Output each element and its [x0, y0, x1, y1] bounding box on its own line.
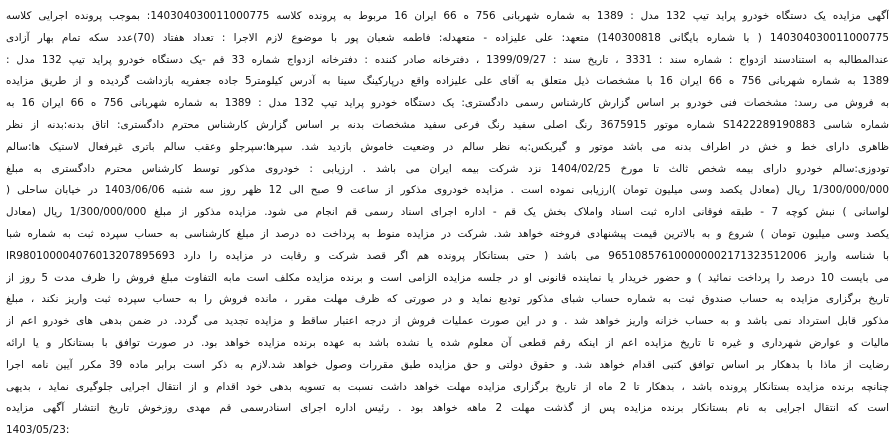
- notice-line-14: تاریخ برگزاری مزایده به حساب صندوق ثبت به شماره حساب شبای مذکور تودیع نماید و در صورتی که ظرف مهلت مقرر ، مانده فروش را به حساب سپرده ثبت واریز نکند ، مبلغ: [6, 293, 889, 306]
- notice-publish-date: 1403/05/23:: [6, 424, 70, 437]
- notice-line-12: IR980100004076013207895693 با شناسه واریز 965108576100000002171323512006 می باشد ( حتی بستانکار پرونده هم اگر قصد شرکت و رقابت در مزایده را دارد: [6, 249, 889, 262]
- notice-line-13: می بایست 10 درصد را پرداخت نمائید ) و حضور خریدار یا نماینده قانونی او در جلسه مزایده الزامی است و برنده مزایده مکلف است مابه التفاوت مبلغ فروش را ظرف مدت 5 روز از: [6, 271, 889, 284]
- notice-line-17: رضایت از ماذا با بدهکار بر اساس توافق کتبی اقدام خواهد شد. و حقوق دولتی و حق مزایده طبق مقررات وصول خواهد شد.لازم به ذکر است برابر ماده 39 مکرر آیین نامه اجرا: [6, 358, 889, 371]
- notice-line-15: مذکور قابل استرداد نمی باشد و به حساب خزانه واریز خواهد شد . و در این صورت عملیات فروش از درجه اعتبار ساقط و مزایده تجدید می گردد. در ضمن بدهی های خودرو اعم از: [6, 315, 889, 328]
- notice-line-16: مالیات و عوارض شهرداری و غیره تا تاریخ مزایده اعم از اینکه رقم قطعی آن معلوم شده یا نشده باشد به عهده برنده مزایده خواهد بود. در صورت توافق با بستانکار و یا ارائه: [6, 336, 889, 349]
- notice-line-9: 1/300/000/000 ریال (معادل یکصد وسی میلیون تومان )ارزیابی نموده است . مزایده خودروی مذکور از ساعت 9 صبح الی 12 ظهر روز سه شنبه 1403/06/06 در خیابان ساحلی (: [6, 184, 889, 197]
- notice-line-19: است که انتقال اجرایی به نام بستانکار برنده مزایده پس از گذشت مهلت 2 ماهه خواهد بود . رئیس اداره اجرای اسنادرسمی قم مهدی روزخوش تاریخ انتشار آگهی مزایده: [6, 402, 889, 415]
- notice-line-7: ظاهری دارای خط و خش در اطراف بدنه می باشد موتور و گیربکس:به نظر سالم در وضعیت خاموش بازدید شد. سپرها:سپرجلو وعقب سالم باتری غیرفعال لاستیک ها:سالم: [6, 140, 889, 153]
- notice-line-8: تودوزی:سالم خودرو دارای بیمه شخص ثالث تا مورخ 1404/02/25 نزد شرکت بیمه ایران می باشد . ارزیابی : خودروی مذکور توسط کارشناس محترم دادگستری به مبلغ: [6, 162, 889, 175]
- notice-line-6: شماره شاسی S1422289190883 شماره موتور 3675915 رنگ اصلی سفید رنگ فرعی سفید مشخصات بدنه بر اساس گزارش کارشناس محترم دادگستری: اتاق بدنه:بدنه از نظر: [6, 118, 889, 131]
- notice-line-5: به فروش می رسد: مشخصات فنی خودرو بر اساس گزارش کارشناس رسمی دادگستری: یک دستگاه خودرو پراید تیپ 132 مدل : 1389 به شماره شهربانی 756 ه 66 ایران 16 به: [6, 97, 889, 110]
- notice-line-18: چنانچه برنده مزایده بستانکار پرونده باشد ، بدهکار تا 2 ماه از تاریخ برگزاری مزایده مهلت خواهد داشت نسبت به تسویه بدهی خود اقدام و از انتقال اجرایی جلوگیری نماید ، بدیهی: [6, 380, 889, 393]
- notice-line-2: 140304030011000775 ( با شماره بایگانی 140300818) متعهد: علی علیزاده - متعهدله: فاطمه شعبان پور با موضوع لازم الاجرا : تعداد هفتاد (70)عدد سکه تمام بهار آزادی: [6, 31, 889, 44]
- notice-line-11: یکصد وسی میلیون تومان ) شروع و به بالاترین قیمت پیشنهادی فروخته خواهد شد. شرکت در مزایده منوط به پرداخت ده درصد از مبلغ کارشناسی به حساب سپرده ثبت به شماره شبا: [6, 227, 889, 240]
- notice-line-3: عندالمطالبه به استنادسند ازدواج : شماره سند : 3331 ، تاریخ سند : 1399/09/27 ، دفترخانه صادر کننده : دفترخانه ازدواج شماره 33 قم -یک دستگاه خودرو پراید تیپ 132 مدل :: [6, 53, 889, 66]
- notice-line-4: 1389 به شماره شهربانی 756 ه 66 ایران 16 با مشخصات ذیل متعلق به آقای علی علیزاده واقع درپارکینگ سینا به آدرس کیلومتر5 جاده جعفریه بازداشت گردیده و از طریق مزایده: [6, 75, 889, 88]
- notice-line-10: لواسانی ) نبش کوچه 7 - طبقه فوقانی اداره ثبت اسناد واملاک بخش یک قم - اداره اجرای اسناد رسمی قم انجام می شود. مزایده مذکور از مبلغ 1/300/000/000 ریال (معادل: [6, 206, 889, 219]
- notice-line-1: آگهی مزایده یک دستگاه خودرو پراید تیپ 132 مدل : 1389 به شماره شهربانی 756 ه 66 ایران 16 مربوط به پرونده کلاسه 140304030011000775: بموجب پرونده اجرایی کلاسه: [6, 10, 889, 22]
